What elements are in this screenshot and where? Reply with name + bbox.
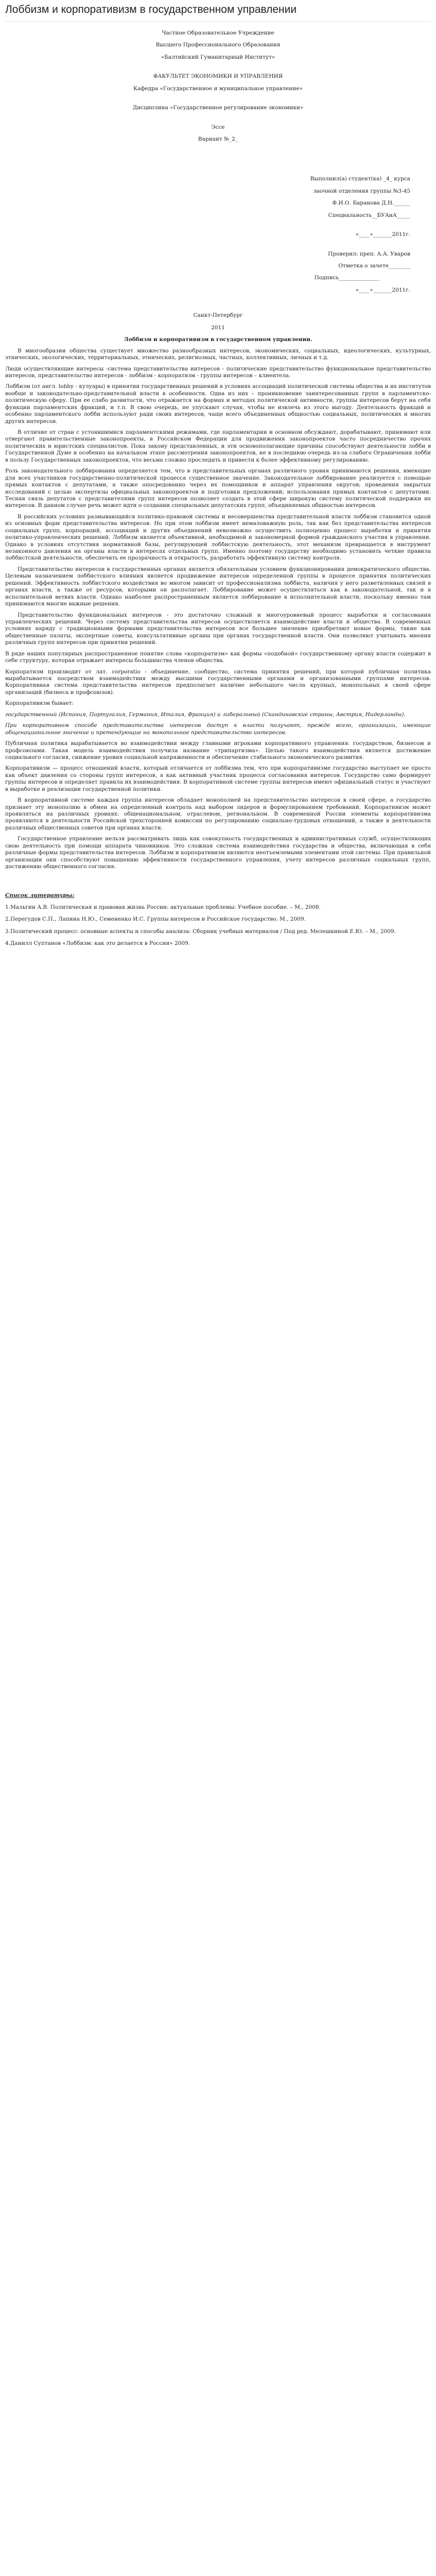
essay-paragraph: Корпоративизм — процесс отношений власти, который отличается от лоббизма тем, что при корпоративизме государство выступает не просто как объект давления со стороны групп интересов, а как активный участник процесса согласования интересов. Государство само формирует группы интересов и определяет правила их взаимодействия. В корпоративной системе группы интересов имеют официальный статус и участвуют в выработке и реализации государственной политики. [5,765,431,792]
fio-line: Ф.И.О. Баранова Д.Н.______ [332,200,410,207]
year: 2011 [211,324,225,331]
city: Санкт-Петербург [193,312,243,319]
student-line: Выполнил(а) студент(ка) _4_ курса [310,176,410,182]
grade-line: Отметка о зачете________ [338,263,410,269]
faculty: ФАКУЛЬТЕТ ЭКОНОМИКИ И УПРАВЛЕНИЯ [153,73,283,80]
specialty-line: Специальность__БУАиА_____ [328,212,410,218]
essay-paragraph: государственный (Испания, Португалия, Германия, Италия, Франция) и либеральный (Скандинавские страны, Австрия, Нидерланды). [5,711,406,718]
student-info [5,176,431,294]
essay-paragraph: Представительство интересов в государственных органах является обязательным условием функционирования демократического общества. Целевым назначением лоббистского влияния является продвижение интересов определенной группы в процессе принятия политических решений. Эффективность лоббистского воздействия во многом зависит от профессионализма лоббиста, наличия у него разветвленных связей в органах власти, а также от ресурсов, которыми он располагает. Лоббирование может осуществляться как в законодательной, так и в исполнительной ветвях власти. Однако наиболее распространенным является лоббирование в исполнительной власти, поскольку именно там принимаются многие важные решения. [5,566,431,607]
essay-paragraph: Люди осуществляющие интересы -система представительства интересов - политические представительство функциональное представительство интересов, представительство интересов - лоббизм - корпоратизм - группы интересов – клиентела. [5,365,431,379]
essay-heading: Лоббизм и корпоративизм в государственном управлении. [124,336,312,343]
essay-paragraph: В отличие от стран с устоявшимися парламентскими режимами, где парламентарии и основном обсуждают, дорабатывают, принимают или отвергают правительственные законопроекты, в Российском Федерации для продвижения законопроектов часто посредничество прочих политических и юристских специалистов. Пока закону представленных, и эти основополагающие причины способствуют деятельности лобби в Государственной Думе и особенно на начальном этапе рассмотрения законопроектов, не в последнюю очередь из-за слабого Ограничения лобби в пользу Государственных законопроектов, что весьма сложно проследить и привести к более эффективному регулированию. [5,429,431,463]
references-title: Список литературы: [5,892,75,899]
essay-paragraph: Корпоратизм производит от лат. corporatio - объединение, сообщество, система принятия решений, при которой публичная политика вырабатывается посредством взаимодействия между высшими государственными органами и организованными группами интересов. Корпоративная система представительства интересов предполагает наличие небольшого числа крупных, монопольных в своей сфере организаций (бизнеса и профсоюзов). [5,668,431,696]
date-line-2: «____»_______2011г. [355,286,410,293]
variant: Вариант №_2_ [198,135,238,142]
essay-paragraph: Представительство функциональных интересов - это достаточно сложный и многоуровневый процесс выработки и согласования управленческих решений. Через систему представительства интересов осуществляется взаимодействие власти и общества. В современных условиях наряду с традиционными формами представительства интересов все большее значение приобретают новые формы, такие как общественные палаты, экспертные советы, консультативные органы при органах государственной власти. Они позволяют учитывать мнения различных групп интересов при принятии решений. [5,612,431,646]
essay-body [5,336,431,947]
institution-line-3: «Балтийский Гуманитарный Институт» [161,54,275,60]
date-line-1: «____»_______2011г. [355,231,410,238]
essay-paragraph: Лоббизм (от англ. lobby - кулуары) в принятии государственных решений в условиях ассоциаций политической системы общества и их институтов вообще и законодательно-представительной власти в особенности. Одна из них – проникновение заинтересованных групп в парламентско-политическую сферу. При ее слабо развитости, что отражается на формах и методах политической активности, группы интересов берут на себя функции парламентских фракций, и т.п. В свою очередь, не упускают случая, чтобы не извлечь из этого выгоду. Деятельность фракций и особенно парламентского лобби используют ради своих интересов, чаще всего объединенных общностью социальных, политических и многих других интересов. [5,383,431,425]
reference-item: 2.Перегудов С.П., Лапина Н.Ю., Семененко И.С. Группы интересов и Российское государство. М., 2009. [5,916,306,923]
title-page-header [5,30,431,143]
reference-item: 4.Данилл Суптанов «Лоббизм: как это делается в России» 2009. [5,940,190,947]
essay-paragraph: В ряде наших популярных распространенное понятие слова «корпоратизм» как формы «подобной» государственному органу власти содержит в себе структуру, которая отражает интересы большинства членов общества. [5,650,431,664]
reference-item: 1.Мальгин А.В. Политическая и правовая жизнь России: актуальные проблемы: Учебное пособие. – М., 2008. [5,904,321,910]
essay-paragraph: Публичная политика вырабатывается во взаимодействии между главными игроками корпоративного управления: государством, бизнесом и профсоюзами. Такая модель взаимодействия получила название «трипартизма». Целью такого взаимодействия является достижение социального согласия, снижение уровня социальной напряженности и обеспечение стабильного экономического развития. [5,740,431,760]
essay-paragraph: При корпоративном способе представительства интересов доступ к власти получают, прежде всего, организации, имеющие общенациональное значение и претендующие на монопольное представительство интересов. [5,722,431,736]
essay-paragraph: В российских условиях размывающийся политико-правовой системы и несовершенства представительной власти лоббизм становится одной из основных форм представительства интересов. Но при этом лоббизм имеет немаловажную роль, так как без представительства интересов социальных групп, корпораций, ассоциаций и других объединений невозможно осуществить полноценно процесс выработки и принятия политико-управленческих решений. Лоббизм является объективной, необходимой и закономерной формой гражданского участия в управлении. Однако в условиях отсутствия нормативной базы, регулирующей лоббистскую деятельность, этот механизм превращается в инструмент незаконного давления на органы власти в интересах отдельных групп. Именно поэтому государству необходимо установить четкие правила лоббистской деятельности, обеспечить ее прозрачность и открытость, разработать эффективную систему контроля. [5,513,431,562]
reference-item: 3.Политический процесс: основные аспекты и способы анализа: Сборник учебных материалов / Под ред. Мелешкиной Е.Ю. – М., 2009. [5,928,396,935]
essay-paragraph: Роль законодательного лоббирования определяется тем, что в представительных органах различного уровня принимаются решения, имеющие для всех участников государственно-политической процесса существенное значение. Законодательное лоббирование реализуется с помощью прямых контактов с депутатами, а также опосредованно через их помощников и аппарат управления округов; проведения закрытых исследований с целью экспертизы официальных законопроектов и подготовки предложений; использования прямых контактов с депутатами. Тесная связь депутатов с представителями групп интересов позволяет создать в этой сфере широкую систему политической поддержки их интересов. В данном случае речь может идти о создании специальных депутатских групп, объединяемых общностью интересов. [5,468,431,509]
checked-line: Проверил: преп. А.А. Уваров [328,250,410,257]
group-line: заочной отделения группы №3-45 [313,188,410,194]
signature-line: Подпись_______________ [314,275,379,281]
essay-paragraph: В многообразии общества существует множество разнообразных интересов, экономических, социальных, идеологических, культурных, этнических, экологических, территориальных, этнических, религиозных, частных, коллективных, личных и т.д. [5,347,431,361]
document-page [0,0,436,963]
department: Кафедра «Государственное и муниципальное управление» [133,85,303,92]
title-page-footer [5,312,431,331]
essay-paragraph: Корпоративизм бывает: [5,700,74,707]
essay-paragraph: Государственное управление нельзя рассматривать лишь как совокупность государственных и административных служб, осуществляющих свою деятельность при помощи аппарата чиновников. Это сложная система взаимодействия государства и общества, включающая в себя различные формы представительства интересов. Лоббизм и корпоративизм являются неотъемлемыми элементами этой системы. При правильной организации они способствуют повышению эффективности государственного управления, учету интересов различных социальных групп, достижению общественного согласия. [5,836,431,870]
page-title: Лоббизм и корпоративизм в государственном управлении [5,3,431,22]
institution-line-2: Высшего Профессионального Образования [155,42,281,48]
work-type: Эссе [211,124,225,130]
institution-line-1: Частное Образовательное Учреждение [162,29,274,36]
essay-paragraph: В корпоративной системе каждая группа интересов обладает монополией на представительство интересов в своей сфере, а государство признает эту монополию в обмен на определенный контроль над выбором лидеров и формулированием требований. Корпоративизм может проявляться на различных уровнях: общенациональном, отраслевом, региональном. В современной России элементы корпоративизма проявляются в деятельности Российской трехсторонней комиссии по регулированию социально-трудовых отношений, а также в деятельности различных общественных советов при органах власти. [5,797,431,831]
references-list [5,904,431,947]
discipline: Дисциплина «Государственное регулирование экономики» [132,105,304,111]
